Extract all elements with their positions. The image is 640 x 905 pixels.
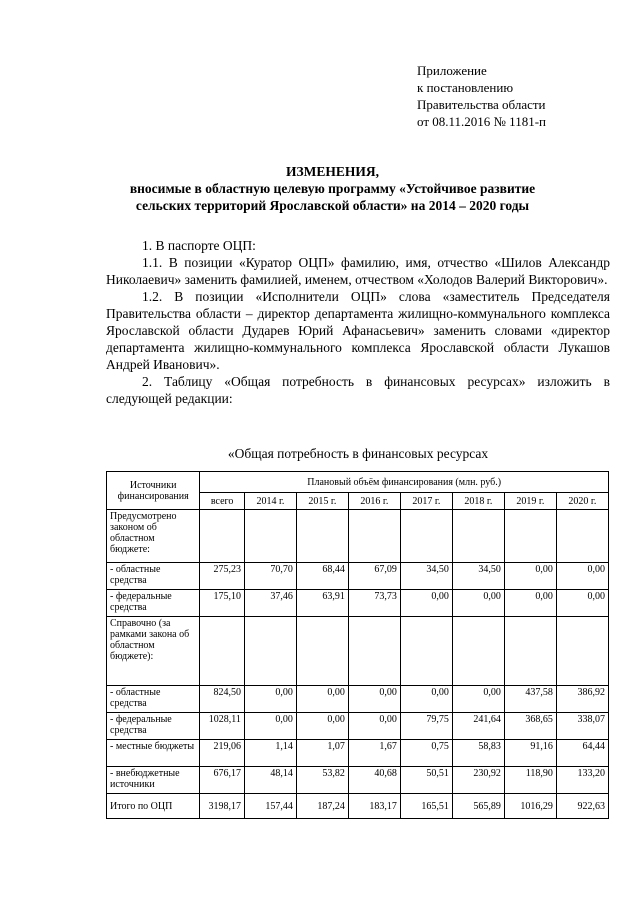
column-header: 2020 г. <box>556 493 608 510</box>
column-header: 2017 г. <box>400 493 452 510</box>
table-row <box>107 590 609 617</box>
table-cell: 219,06 <box>200 740 245 767</box>
table-cell <box>244 510 296 563</box>
table-cell: 187,24 <box>296 794 348 819</box>
paragraph-4: 2. Таблицу «Общая потребность в финансовых ресурсах» изложить в следующей редакции: <box>106 374 610 406</box>
table-row <box>107 686 609 713</box>
appendix-block <box>417 62 546 130</box>
table-cell <box>504 617 556 686</box>
table-cell <box>200 617 245 686</box>
table-cell: 0,00 <box>452 590 504 617</box>
table-cell: 58,83 <box>452 740 504 767</box>
table-cell: 0,00 <box>244 713 296 740</box>
table-cell: 34,50 <box>400 563 452 590</box>
paragraph-3: 1.2. В позиции «Исполнители ОЦП» слова «заместитель Председателя Правительства области – директор департамента жилищно-коммунального комплекса Ярославской области Дударев Юрий Афанасьевич» заменить словами «директор департамента жилищно-коммунального комплекса Ярославской области Лукашов Андрей Иванович». <box>106 289 610 372</box>
column-header: 2014 г. <box>244 493 296 510</box>
table-cell: 118,90 <box>504 767 556 794</box>
table-cell: 0,00 <box>504 563 556 590</box>
document-heading <box>60 163 605 214</box>
table-cell <box>296 617 348 686</box>
table-row <box>107 510 609 563</box>
table-cell: 824,50 <box>200 686 245 713</box>
row-label: Предусмотрено законом об областном бюджете: <box>107 510 200 563</box>
column-header: 2019 г. <box>504 493 556 510</box>
column-header: всего <box>200 493 245 510</box>
row-label: - местные бюджеты <box>107 740 200 767</box>
table-cell: 165,51 <box>400 794 452 819</box>
table-caption: «Общая потребность в финансовых ресурсах <box>227 446 489 461</box>
table-cell: 48,14 <box>244 767 296 794</box>
table-cell: 157,44 <box>244 794 296 819</box>
table-cell: 50,51 <box>400 767 452 794</box>
table-cell: 275,23 <box>200 563 245 590</box>
table-cell: 0,00 <box>504 590 556 617</box>
header-source: Источники финансирования <box>107 472 200 510</box>
header-planned: Плановый объём финансирования (млн. руб.) <box>200 472 609 493</box>
row-label: Справочно (за рамками закона об областном бюджете): <box>107 617 200 686</box>
financing-table <box>106 471 609 819</box>
table-cell: 241,64 <box>452 713 504 740</box>
table-cell: 53,82 <box>296 767 348 794</box>
table-cell <box>348 617 400 686</box>
row-label: - федеральные средства <box>107 713 200 740</box>
table-cell: 230,92 <box>452 767 504 794</box>
table-cell: 437,58 <box>504 686 556 713</box>
table-cell: 79,75 <box>400 713 452 740</box>
table-row <box>107 563 609 590</box>
table-cell: 0,00 <box>348 686 400 713</box>
table-cell <box>452 510 504 563</box>
table-cell <box>296 510 348 563</box>
table-cell: 63,91 <box>296 590 348 617</box>
table-row <box>107 794 609 819</box>
heading-subtitle-line2: сельских территорий Ярославской области» на 2014 – 2020 годы <box>135 198 530 213</box>
column-header: 2015 г. <box>296 493 348 510</box>
table-cell: 0,00 <box>348 713 400 740</box>
table-cell: 91,16 <box>504 740 556 767</box>
table-cell <box>400 617 452 686</box>
heading-subtitle-line1: вносимые в областную целевую программу «Устойчивое развитие <box>129 181 536 196</box>
paragraph-2: 1.1. В позиции «Куратор ОЦП» фамилию, имя, отчество «Шилов Александр Николаевич» заменить фамилией, именем, отчеством «Холодов Валерий Викторович». <box>106 255 610 287</box>
table-cell: 338,07 <box>556 713 608 740</box>
table-cell <box>452 617 504 686</box>
table-cell: 0,00 <box>296 686 348 713</box>
table-cell <box>556 617 608 686</box>
appendix-line: Правительства области <box>417 97 546 112</box>
table-cell: 1028,11 <box>200 713 245 740</box>
row-label: - федеральные средства <box>107 590 200 617</box>
table-cell: 1,67 <box>348 740 400 767</box>
table-cell <box>244 617 296 686</box>
table-cell: 40,68 <box>348 767 400 794</box>
heading-title: ИЗМЕНЕНИЯ, <box>285 164 379 179</box>
row-label: Итого по ОЦП <box>107 794 200 819</box>
table-cell: 0,00 <box>452 686 504 713</box>
table-row <box>107 713 609 740</box>
table-row <box>107 617 609 686</box>
table-cell: 1,14 <box>244 740 296 767</box>
table-row <box>107 767 609 794</box>
table-cell: 0,00 <box>400 590 452 617</box>
table-cell: 368,65 <box>504 713 556 740</box>
appendix-line: от 08.11.2016 № 1181-п <box>417 114 546 129</box>
table-cell: 70,70 <box>244 563 296 590</box>
table-cell: 68,44 <box>296 563 348 590</box>
table-cell: 73,73 <box>348 590 400 617</box>
document-body <box>106 237 610 407</box>
table-cell: 1016,29 <box>504 794 556 819</box>
row-label: - областные средства <box>107 686 200 713</box>
row-label: - внебюджетные источники <box>107 767 200 794</box>
table-cell: 386,92 <box>556 686 608 713</box>
table-cell <box>556 510 608 563</box>
table-cell: 175,10 <box>200 590 245 617</box>
table-cell: 34,50 <box>452 563 504 590</box>
table-cell: 133,20 <box>556 767 608 794</box>
appendix-line: Приложение <box>417 63 487 78</box>
table-cell: 0,00 <box>556 563 608 590</box>
column-header: 2018 г. <box>452 493 504 510</box>
table-cell <box>348 510 400 563</box>
table-row <box>107 740 609 767</box>
column-header: 2016 г. <box>348 493 400 510</box>
table-cell: 0,00 <box>244 686 296 713</box>
row-label: - областные средства <box>107 563 200 590</box>
table-cell: 37,46 <box>244 590 296 617</box>
paragraph-1: 1. В паспорте ОЦП: <box>142 238 256 253</box>
table-cell: 676,17 <box>200 767 245 794</box>
table-cell: 67,09 <box>348 563 400 590</box>
table-cell <box>504 510 556 563</box>
table-cell: 922,63 <box>556 794 608 819</box>
table-cell <box>400 510 452 563</box>
table-cell: 0,75 <box>400 740 452 767</box>
table-cell: 1,07 <box>296 740 348 767</box>
table-cell: 64,44 <box>556 740 608 767</box>
table-cell <box>200 510 245 563</box>
table-cell: 0,00 <box>296 713 348 740</box>
table-cell: 3198,17 <box>200 794 245 819</box>
appendix-line: к постановлению <box>417 80 514 95</box>
table-cell: 565,89 <box>452 794 504 819</box>
table-cell: 183,17 <box>348 794 400 819</box>
table-cell: 0,00 <box>556 590 608 617</box>
table-cell: 0,00 <box>400 686 452 713</box>
